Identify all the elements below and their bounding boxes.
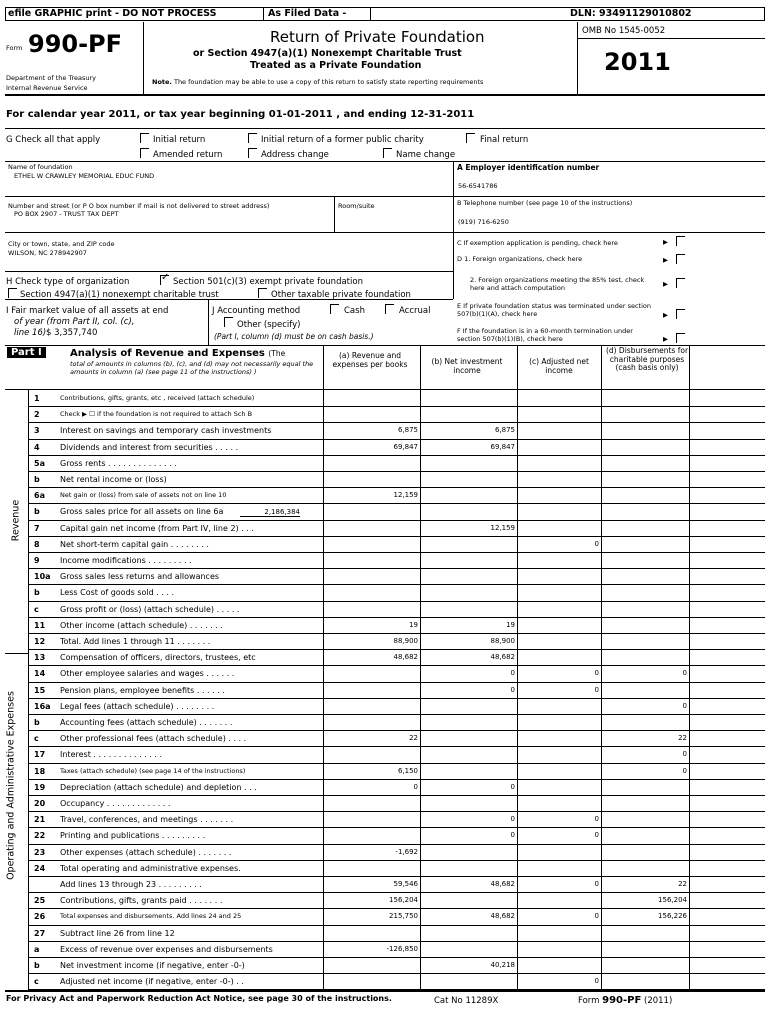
- cell-b: 0: [510, 685, 515, 694]
- part1-desc: total of amounts in columns (b), (c), and (d) may not necessarily equal the amounts in column (a) (see page 11 of the instructions) ): [70, 360, 314, 376]
- table-row: [0, 730, 770, 746]
- row-number: 25: [34, 896, 46, 906]
- table-row: [0, 714, 770, 730]
- table-row: [0, 439, 770, 455]
- table-row: [0, 520, 770, 536]
- form-word: Form: [6, 44, 23, 52]
- row-number: 3: [34, 426, 40, 436]
- cell-c: 0: [594, 539, 599, 548]
- initial-former-checkbox[interactable]: [248, 133, 257, 143]
- table-row: [0, 876, 770, 892]
- name-change-label: Name change: [396, 150, 456, 160]
- row-label: Net short-term capital gain . . . . . . . .: [60, 539, 209, 549]
- ein-value: 56-6541786: [458, 182, 498, 190]
- row-number: 6a: [34, 491, 45, 501]
- row-label: Other professional fees (attach schedule) . . . .: [60, 734, 247, 744]
- table-row: [0, 471, 770, 487]
- cell-a: 12,159: [393, 491, 418, 500]
- col-d-header: (d) Disbursements for charitable purposes (cash basis only): [605, 346, 689, 372]
- cell-a: 6,150: [397, 766, 418, 775]
- table-row: [0, 617, 770, 633]
- h-label: H Check type of organization: [6, 277, 130, 287]
- d2-checkbox[interactable]: [676, 278, 685, 288]
- table-row: [0, 925, 770, 941]
- row-label: Other expenses (attach schedule) . . . . . . .: [60, 847, 232, 857]
- final-return-label: Final return: [480, 135, 529, 145]
- inline-value: 2,186,384: [240, 508, 300, 517]
- f-checkbox[interactable]: [676, 333, 685, 343]
- cell-c: 0: [594, 977, 599, 986]
- e-label: E If private foundation status was terminated under section 507(b)(1)(A), check here: [457, 302, 652, 318]
- final-return-checkbox[interactable]: [466, 133, 475, 143]
- row-label: Add lines 13 through 23 . . . . . . . . .: [60, 880, 202, 889]
- foundation-name: ETHEL W CRAWLEY MEMORIAL EDUC FUND: [14, 172, 155, 180]
- row-number: c: [34, 977, 39, 987]
- c-checkbox[interactable]: [676, 236, 685, 246]
- i-label-2: of year (from Part II, col. (c),: [14, 317, 135, 327]
- row-label: Printing and publications . . . . . . . . .: [60, 831, 206, 841]
- cell-b: 6,875: [494, 426, 515, 435]
- cell-a: -1,692: [395, 847, 418, 856]
- table-row: [0, 455, 770, 471]
- cell-d: 0: [682, 750, 687, 759]
- row-label: Total. Add lines 1 through 11 . . . . . . .: [60, 637, 211, 646]
- name-change-checkbox[interactable]: [383, 148, 392, 158]
- row-number: 27: [34, 928, 46, 938]
- row-label: Gross sales price for all assets on line 6a: [60, 507, 224, 517]
- street-value: PO BOX 2907 - TRUST TAX DEPT: [14, 210, 119, 218]
- row-label: Income modifications . . . . . . . . .: [60, 556, 192, 565]
- efile-label: efile GRAPHIC print - DO NOT PROCESS: [8, 8, 217, 19]
- table-row: [0, 503, 770, 519]
- note-bold: Note.: [152, 78, 172, 86]
- ein-label: A Employer identification number: [457, 163, 600, 172]
- cell-b: 0: [510, 782, 515, 791]
- amended-return-checkbox[interactable]: [140, 148, 149, 158]
- room-label: Room/suite: [338, 202, 375, 210]
- row-label: Other employee salaries and wages . . . . . .: [60, 669, 235, 679]
- table-row: [0, 665, 770, 681]
- form-subtitle-1: or Section 4947(a)(1) Nonexempt Charitable Trust: [193, 48, 462, 59]
- cell-c: 0: [594, 669, 599, 678]
- row-number: 5a: [34, 458, 45, 468]
- h-501c3-check: ✓: [161, 272, 170, 283]
- city-value: WILSON, NC 278942907: [8, 249, 87, 257]
- calendar-year: For calendar year 2011, or tax year beginning 01-01-2011 , and ending 12-31-2011: [6, 109, 475, 120]
- cell-b: 12,159: [490, 523, 515, 532]
- side-revenue-label: Revenue: [10, 499, 22, 542]
- col-a-header: (a) Revenue and expenses per books: [332, 351, 408, 369]
- initial-return-checkbox[interactable]: [140, 133, 149, 143]
- col-b-header: (b) Net investment income: [431, 357, 503, 375]
- initial-return-label: Initial return: [153, 135, 206, 145]
- row-label: Depreciation (attach schedule) and depletion . . .: [60, 782, 257, 792]
- city-label: City or town, state, and ZIP code: [8, 240, 115, 248]
- form-title: Return of Private Foundation: [270, 28, 485, 46]
- table-row: [0, 795, 770, 811]
- table-row: [0, 941, 770, 957]
- row-number: 12: [34, 637, 46, 646]
- table-row: [0, 390, 770, 406]
- table-row: [0, 779, 770, 795]
- cell-a: 215,750: [389, 912, 418, 921]
- cell-c: 0: [594, 912, 599, 921]
- table-row: [0, 633, 770, 649]
- table-row: [0, 568, 770, 584]
- amended-return-label: Amended return: [153, 150, 223, 160]
- cell-d: 156,226: [658, 912, 687, 921]
- row-label: Net rental income or (loss): [60, 475, 167, 484]
- j-other-label: Other (specify): [237, 320, 301, 330]
- row-number: 16a: [34, 701, 51, 711]
- h-opt3-label: Other taxable private foundation: [271, 290, 411, 300]
- cell-d: 22: [678, 880, 687, 888]
- row-number: 21: [34, 815, 46, 825]
- row-number: 1: [34, 394, 40, 403]
- cell-b: 0: [510, 831, 515, 840]
- row-number: 8: [34, 539, 40, 549]
- j-cash-checkbox[interactable]: [330, 304, 339, 314]
- d1-checkbox[interactable]: [676, 254, 685, 264]
- footer-form: Form 990-PF (2011): [578, 995, 673, 1006]
- table-row: [0, 827, 770, 843]
- row-number: 11: [34, 620, 46, 630]
- table-row: [0, 601, 770, 617]
- row-number: 24: [34, 863, 46, 873]
- cell-a: 0: [413, 782, 418, 791]
- form-subtitle-2: Treated as a Private Foundation: [250, 60, 422, 71]
- cell-b: 48,682: [490, 880, 515, 888]
- cell-c: 0: [594, 880, 599, 888]
- row-label: Contributions, gifts, grants paid . . . . . . .: [60, 896, 223, 906]
- row-number: 10a: [34, 572, 51, 582]
- row-label: Accounting fees (attach schedule) . . . . . . .: [60, 718, 233, 727]
- j-label: J Accounting method: [212, 306, 301, 316]
- row-label: Less Cost of goods sold . . . .: [60, 588, 175, 598]
- table-row: [0, 536, 770, 552]
- cell-d: 0: [682, 766, 687, 775]
- cell-a: 69,847: [393, 442, 418, 451]
- table-row: [0, 682, 770, 698]
- row-label: Subtract line 26 from line 12: [60, 928, 175, 938]
- row-label: Check ▶ ☐ if the foundation is not required to attach Sch B: [60, 410, 253, 419]
- d2-label: 2. Foreign organizations meeting the 85% test, check here and attach computation: [470, 276, 645, 292]
- row-number: b: [34, 507, 40, 517]
- i-label-1: I Fair market value of all assets at end: [6, 306, 169, 316]
- i-label-3: line 16): [14, 328, 47, 338]
- table-row: [0, 811, 770, 827]
- cell-b: 19: [506, 620, 515, 629]
- row-number: 20: [34, 799, 46, 808]
- row-label: Taxes (attach schedule) (see page 14 of the instructions): [60, 766, 246, 775]
- row-number: 18: [34, 766, 46, 776]
- table-row: [0, 908, 770, 924]
- j-other-checkbox[interactable]: [224, 317, 233, 327]
- cell-c: 0: [594, 831, 599, 840]
- table-row: [0, 698, 770, 714]
- cell-a: 22: [409, 734, 418, 743]
- row-number: 26: [34, 912, 46, 922]
- c-label: C If exemption application is pending, check here: [457, 239, 618, 247]
- row-label: Other income (attach schedule) . . . . . . .: [60, 620, 223, 630]
- cell-b: 69,847: [490, 442, 515, 451]
- row-label: Compensation of officers, directors, trustees, etc: [60, 653, 256, 663]
- row-label: Excess of revenue over expenses and disbursements: [60, 944, 273, 954]
- table-row: [0, 649, 770, 665]
- row-label: Capital gain net income (from Part IV, line 2) . . .: [60, 523, 254, 533]
- row-label: Total expenses and disbursements. Add lines 24 and 25: [60, 912, 242, 921]
- cell-c: 0: [594, 685, 599, 694]
- table-row: [0, 584, 770, 600]
- cell-a: 59,546: [393, 880, 418, 888]
- part1-tag: Part I: [7, 347, 46, 358]
- row-label: Dividends and interest from securities . . . . .: [60, 442, 239, 452]
- address-change-checkbox[interactable]: [248, 148, 257, 158]
- side-expenses-label: Operating and Administrative Expenses: [5, 691, 17, 880]
- cell-b: 88,900: [490, 637, 515, 645]
- name-label: Name of foundation: [8, 163, 73, 171]
- note-text: The foundation may be able to use a copy of this return to satisfy state reporting requirements: [173, 78, 484, 86]
- tax-year: 2011: [604, 48, 671, 76]
- dln: DLN: 93491129010802: [570, 8, 692, 19]
- phone-label: B Telephone number (see page 10 of the instructions): [457, 199, 633, 207]
- row-label: Net gain or (loss) from sale of assets not on line 10: [60, 491, 227, 500]
- h-opt1-label: Section 501(c)(3) exempt private foundation: [173, 277, 363, 287]
- cell-c: 0: [594, 815, 599, 824]
- cat-number: Cat No 11289X: [434, 996, 499, 1006]
- cell-a: 88,900: [393, 637, 418, 645]
- form-number: 990-PF: [28, 30, 123, 58]
- table-row: [0, 844, 770, 860]
- row-number: b: [34, 588, 40, 598]
- irs-label: Internal Revenue Service: [6, 84, 88, 92]
- row-number: b: [34, 961, 40, 970]
- address-change-label: Address change: [261, 150, 329, 160]
- row-label: Gross sales less returns and allowances: [60, 572, 220, 582]
- table-row: [0, 973, 770, 989]
- row-number: c: [34, 734, 39, 744]
- phone-value: (919) 716-6250: [458, 218, 509, 226]
- cell-b: 40,218: [490, 961, 515, 969]
- cell-b: 0: [510, 815, 515, 824]
- f-label: F If the foundation is in a 60-month termination under section 507(b)(1)(B), check here: [457, 327, 633, 343]
- row-label: Interest . . . . . . . . . . . . . .: [60, 750, 163, 760]
- j-note: (Part I, column (d) must be on cash basis.): [214, 332, 374, 341]
- row-number: c: [34, 604, 39, 614]
- cell-d: 0: [682, 669, 687, 678]
- table-row: [0, 487, 770, 503]
- row-label: Net investment income (if negative, enter -0-): [60, 961, 245, 970]
- row-number: 9: [34, 556, 40, 565]
- cell-b: 48,682: [490, 912, 515, 921]
- col-c-header: (c) Adjusted net income: [529, 357, 589, 375]
- table-row: [0, 552, 770, 568]
- row-label: Gross profit or (loss) (attach schedule) . . . . .: [60, 604, 240, 614]
- row-number: 17: [34, 750, 46, 760]
- j-accrual-checkbox[interactable]: [385, 304, 394, 314]
- row-number: 4: [34, 442, 40, 452]
- table-row: [0, 406, 770, 422]
- row-number: 19: [34, 782, 46, 792]
- privacy-notice: For Privacy Act and Paperwork Reduction Act Notice, see page 30 of the instructions.: [6, 994, 392, 1003]
- table-row: [0, 860, 770, 876]
- dept-label: Department of the Treasury: [6, 74, 97, 82]
- row-label: Contributions, gifts, grants, etc , received (attach schedule): [60, 394, 255, 402]
- row-label: Total operating and administrative expenses.: [60, 863, 241, 873]
- row-number: 7: [34, 523, 40, 533]
- street-label: Number and street (or P O box number if mail is not delivered to street address): [8, 202, 270, 210]
- row-number: b: [34, 475, 40, 484]
- cell-a: 19: [409, 620, 418, 629]
- cell-b: 0: [510, 669, 515, 678]
- row-number: 2: [34, 410, 40, 420]
- cell-b: 48,682: [490, 653, 515, 662]
- row-label: Occupancy . . . . . . . . . . . . .: [60, 799, 171, 808]
- table-row: [0, 763, 770, 779]
- cell-a: -126,850: [386, 944, 418, 953]
- row-label: Adjusted net income (if negative, enter -0-) . .: [60, 977, 244, 987]
- initial-former-label: Initial return of a former public charity: [261, 135, 424, 145]
- cell-d: 0: [682, 701, 687, 710]
- as-filed-label: As Filed Data -: [268, 8, 347, 19]
- row-number: 13: [34, 653, 46, 663]
- row-number: 14: [34, 669, 46, 679]
- cell-d: 22: [678, 734, 687, 743]
- cell-a: 6,875: [397, 426, 418, 435]
- row-number: 23: [34, 847, 46, 857]
- table-row: [0, 957, 770, 973]
- row-number: 15: [34, 685, 46, 695]
- row-label: Legal fees (attach schedule) . . . . . . . .: [60, 701, 215, 711]
- d1-label: D 1. Foreign organizations, check here: [457, 255, 583, 263]
- h-4947-checkbox[interactable]: [8, 288, 17, 298]
- omb-number: OMB No 1545-0052: [582, 26, 666, 36]
- cell-a: 156,204: [389, 896, 418, 905]
- table-row: [0, 746, 770, 762]
- row-number: 22: [34, 831, 46, 841]
- e-checkbox[interactable]: [676, 309, 685, 319]
- table-row: [0, 422, 770, 438]
- g-label: G Check all that apply: [6, 135, 101, 145]
- i-value: $ 3,357,740: [46, 328, 98, 338]
- cell-a: 48,682: [393, 653, 418, 662]
- row-label: Pension plans, employee benefits . . . . . .: [60, 685, 225, 695]
- j-accrual-label: Accrual: [399, 306, 431, 316]
- row-number: a: [34, 944, 40, 954]
- row-label: Interest on savings and temporary cash investments: [60, 426, 272, 436]
- h-other-checkbox[interactable]: [258, 288, 267, 298]
- part1-title: Analysis of Revenue and Expenses (The: [70, 348, 286, 359]
- row-label: Gross rents . . . . . . . . . . . . . .: [60, 458, 177, 468]
- j-cash-label: Cash: [344, 306, 365, 316]
- table-row: [0, 892, 770, 908]
- h-opt2-label: Section 4947(a)(1) nonexempt charitable trust: [20, 290, 219, 300]
- row-label: Travel, conferences, and meetings . . . . . . .: [60, 815, 234, 825]
- cell-d: 156,204: [658, 896, 687, 905]
- row-number: b: [34, 718, 40, 727]
